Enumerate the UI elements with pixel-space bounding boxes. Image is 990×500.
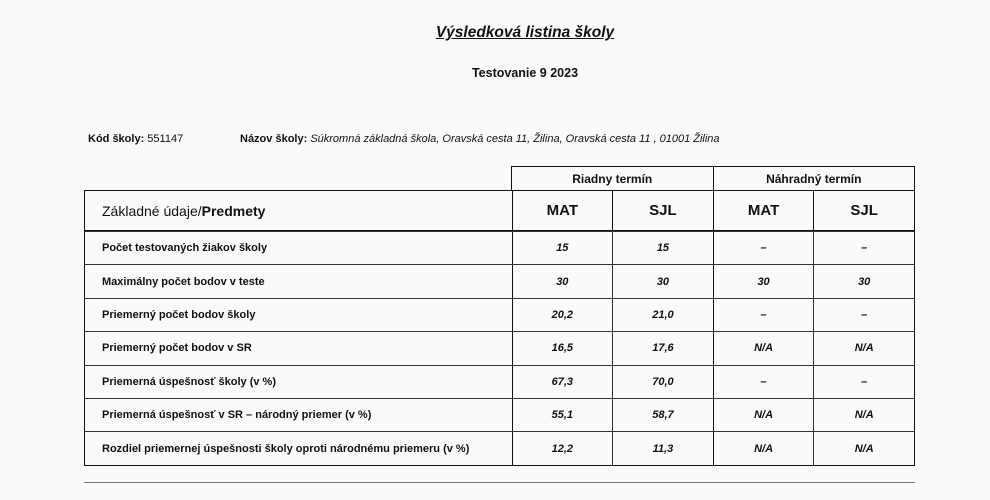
row-value: N/A bbox=[813, 399, 914, 431]
table-row bbox=[85, 331, 914, 364]
header-subject: SJL bbox=[813, 191, 914, 230]
table-header-row bbox=[85, 191, 914, 231]
group-substitute-term: Náhradný termín bbox=[713, 167, 915, 190]
row-value: 15 bbox=[512, 232, 613, 264]
row-label: Maximálny počet bodov v teste bbox=[102, 275, 265, 288]
row-value: 58,7 bbox=[612, 399, 713, 431]
row-label: Priemerný počet bodov školy bbox=[102, 308, 256, 321]
table-row bbox=[85, 365, 914, 398]
row-value: 70,0 bbox=[612, 366, 713, 398]
row-value: – bbox=[713, 232, 814, 264]
row-label: Priemerná úspešnosť školy (v %) bbox=[102, 375, 277, 388]
header-label-subjects: Predmety bbox=[201, 202, 266, 219]
row-value: 30 bbox=[713, 265, 814, 297]
header-label-basic: Základné údaje/ bbox=[102, 202, 202, 219]
row-value: 30 bbox=[813, 265, 914, 297]
row-value: N/A bbox=[713, 332, 814, 364]
table-row bbox=[85, 264, 914, 297]
table-row bbox=[85, 231, 914, 264]
header-subject: SJL bbox=[612, 191, 713, 230]
header-label bbox=[85, 191, 512, 230]
row-label: Priemerný počet bodov v SR bbox=[102, 342, 252, 355]
term-group-header bbox=[511, 166, 915, 190]
row-value: 20,2 bbox=[512, 299, 613, 331]
row-value: 17,6 bbox=[612, 332, 713, 364]
document-title: Výsledková listina školy bbox=[435, 24, 615, 41]
row-value: 30 bbox=[612, 265, 713, 297]
row-value: 30 bbox=[512, 265, 613, 297]
row-value: – bbox=[813, 299, 914, 331]
row-value: – bbox=[813, 232, 914, 264]
school-name-label: Názov školy: bbox=[240, 133, 308, 145]
header-subject: MAT bbox=[512, 191, 613, 230]
school-name bbox=[240, 133, 720, 145]
table-row bbox=[85, 398, 914, 431]
row-label: Počet testovaných žiakov školy bbox=[102, 242, 268, 255]
table-row bbox=[85, 431, 914, 464]
row-label: Rozdiel priemernej úspešnosti školy oproti národnému priemeru (v %) bbox=[102, 442, 470, 455]
table-row bbox=[85, 298, 914, 331]
row-value: – bbox=[713, 366, 814, 398]
results-table bbox=[84, 190, 915, 466]
row-value: – bbox=[713, 299, 814, 331]
school-code-value: 551147 bbox=[147, 133, 184, 145]
row-value: N/A bbox=[713, 432, 814, 464]
row-value: N/A bbox=[713, 399, 814, 431]
row-label: Priemerná úspešnosť v SR – národný priemer (v %) bbox=[102, 409, 372, 422]
row-value: 55,1 bbox=[512, 399, 613, 431]
row-value: N/A bbox=[813, 432, 914, 464]
header-subject: MAT bbox=[713, 191, 814, 230]
row-value: 12,2 bbox=[512, 432, 613, 464]
row-value: – bbox=[813, 366, 914, 398]
row-value: 11,3 bbox=[612, 432, 713, 464]
row-value: 15 bbox=[612, 232, 713, 264]
row-value: 21,0 bbox=[612, 299, 713, 331]
school-name-value: Súkromná základná škola, Oravská cesta 11, Žilina, Oravská cesta 11 , 01001 Žilina bbox=[310, 133, 720, 145]
row-value: 67,3 bbox=[512, 366, 613, 398]
row-value: N/A bbox=[813, 332, 914, 364]
school-code-label: Kód školy: bbox=[88, 133, 145, 145]
footer-divider bbox=[84, 482, 915, 483]
school-code bbox=[88, 133, 183, 145]
group-regular-term: Riadny termín bbox=[572, 171, 653, 186]
table-body bbox=[85, 231, 914, 465]
document-subtitle: Testovanie 9 2023 bbox=[471, 66, 579, 80]
row-value: 16,5 bbox=[512, 332, 613, 364]
